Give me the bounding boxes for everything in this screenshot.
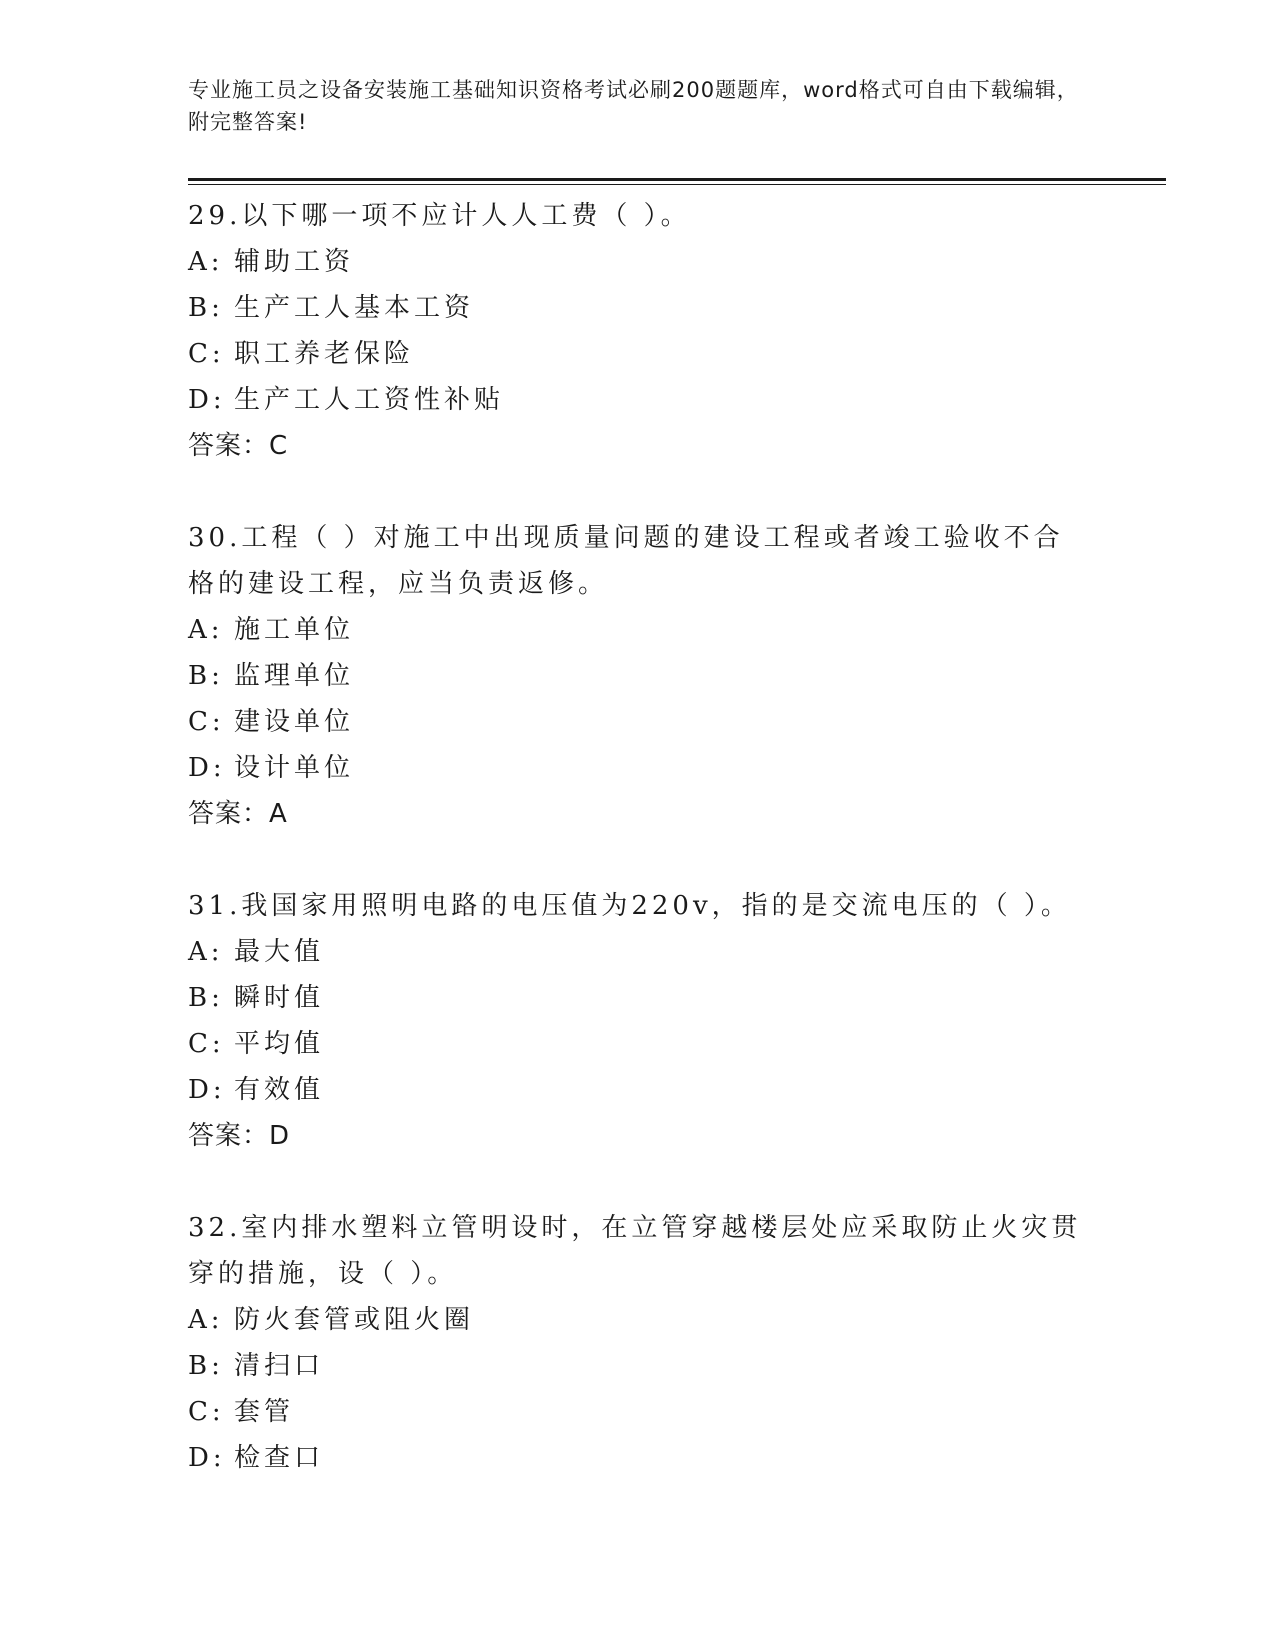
option-b	[188, 975, 1088, 1021]
answer-line: 答案：C	[188, 431, 289, 461]
option-letter: B:	[188, 1351, 224, 1381]
question-stem: 31.我国家用照明电路的电压值为220v，指的是交流电压的（ ）。	[188, 891, 1071, 921]
option-letter: C:	[188, 339, 225, 369]
option-letter: D:	[188, 1075, 226, 1105]
option-b	[188, 653, 1088, 699]
option-letter: C:	[188, 707, 225, 737]
option-c	[188, 1021, 1088, 1067]
option-text: 生产工人工资性补贴	[234, 385, 505, 415]
option-letter: B:	[188, 293, 224, 323]
question-32	[188, 1205, 1088, 1481]
option-a	[188, 929, 1088, 975]
answer-line: 答案：A	[188, 799, 288, 829]
option-text: 防火套管或阻火圈	[234, 1305, 475, 1335]
header-divider-thin	[188, 184, 1166, 185]
option-letter: A:	[188, 615, 224, 645]
header-title: 专业施工员之设备安装施工基础知识资格考试必刷200题题库，word格式可自由下载编辑，附完整答案!	[188, 78, 1079, 134]
question-list	[188, 193, 1088, 1527]
option-letter: A:	[188, 937, 224, 967]
option-d	[188, 377, 1088, 423]
option-letter: D:	[188, 753, 226, 783]
option-letter: B:	[188, 661, 224, 691]
option-text: 瞬时值	[234, 983, 325, 1013]
option-text: 职工养老保险	[234, 339, 415, 369]
option-a	[188, 1297, 1088, 1343]
option-text: 套管	[234, 1397, 295, 1427]
option-d	[188, 745, 1088, 791]
option-letter: A:	[188, 1305, 224, 1335]
option-text: 平均值	[234, 1029, 325, 1059]
question-29	[188, 193, 1088, 469]
option-text: 监理单位	[234, 661, 355, 691]
option-a	[188, 607, 1088, 653]
question-stem: 30.工程（ ）对施工中出现质量问题的建设工程或者竣工验收不合格的建设工程，应当负责返修。	[188, 523, 1064, 599]
question-stem: 29.以下哪一项不应计人人工费（ ）。	[188, 201, 691, 231]
option-c	[188, 699, 1088, 745]
option-c	[188, 331, 1088, 377]
option-text: 建设单位	[234, 707, 355, 737]
option-text: 有效值	[234, 1075, 325, 1105]
option-b	[188, 1343, 1088, 1389]
option-letter: D:	[188, 1443, 226, 1473]
answer-line: 答案：D	[188, 1121, 291, 1151]
option-letter: C:	[188, 1397, 225, 1427]
header-divider-thick	[188, 178, 1166, 181]
option-letter: D:	[188, 385, 226, 415]
option-text: 辅助工资	[234, 247, 355, 277]
option-letter: A:	[188, 247, 224, 277]
question-31	[188, 883, 1088, 1159]
option-letter: B:	[188, 983, 224, 1013]
option-d	[188, 1435, 1088, 1481]
question-30	[188, 515, 1088, 837]
option-b	[188, 285, 1088, 331]
option-a	[188, 239, 1088, 285]
option-d	[188, 1067, 1088, 1113]
option-text: 生产工人基本工资	[234, 293, 475, 323]
option-text: 设计单位	[234, 753, 355, 783]
option-text: 施工单位	[234, 615, 355, 645]
option-letter: C:	[188, 1029, 225, 1059]
option-text: 检查口	[234, 1443, 325, 1473]
option-c	[188, 1389, 1088, 1435]
option-text: 最大值	[234, 937, 325, 967]
question-stem: 32.室内排水塑料立管明设时，在立管穿越楼层处应采取防止火灾贯穿的措施，设（ ）。	[188, 1213, 1082, 1289]
option-text: 清扫口	[234, 1351, 325, 1381]
document-header	[188, 74, 1088, 138]
